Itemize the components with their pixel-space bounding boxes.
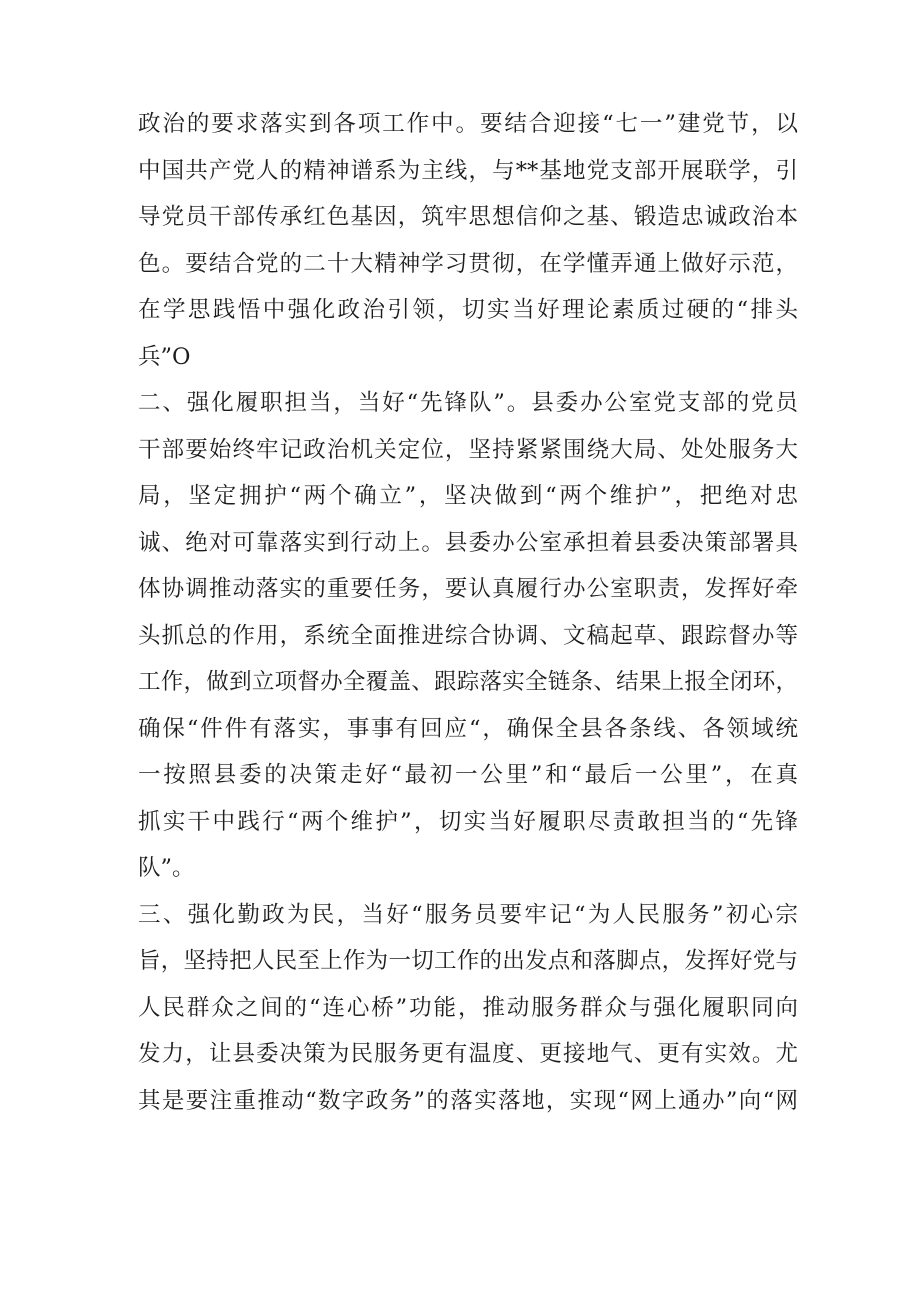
text-line: 抓实干中践行“两个维护”，切实当好履职尽责敢担当的“先锋 [138, 808, 798, 835]
text-line: 工作，做到立项督办全覆盖、跟踪落实全链条、结果上报全闭环， [138, 669, 798, 695]
text-line: 人民群众之间的“连心桥”功能，推动服务群众与强化履职同向 [138, 994, 798, 1021]
text-line: 干部要始终牢记政治机关定位，坚持紧紧围绕大局、处处服务大 [138, 436, 798, 463]
text-line: 中国共产党人的精神谱系为主线，与**基地党支部开展联学，引 [138, 157, 798, 184]
text-line: 二、强化履职担当，当好“先锋队”。县委办公室党支部的党员 [138, 390, 798, 416]
text-line: 三、强化勤政为民，当好“服务员要牢记“为人民服务”初心宗 [138, 901, 798, 928]
body-text [138, 101, 798, 1124]
text-line: 局，坚定拥护“两个确立”，坚决做到“两个维护”，把绝对忠 [138, 483, 798, 509]
text-line: 一按照县委的决策走好“最初一公里”和“最后一公里”，在真 [138, 762, 798, 788]
text-line: 导党员干部传承红色基因，筑牢思想信仰之基、锻造忠诚政治本 [138, 204, 798, 230]
text-line: 头抓总的作用，系统全面推进综合协调、文稿起草、跟踪督办等 [138, 622, 798, 649]
text-line: 色。要结合党的二十大精神学习贯彻，在学懂弄通上做好示范， [138, 250, 798, 277]
text-line: 政治的要求落实到各项工作中。要结合迎接“七一”建党节，以 [138, 111, 798, 137]
text-line: 兵”O [138, 343, 191, 370]
text-line: 在学思践悟中强化政治引领，切实当好理论素质过硬的“排头 [138, 297, 798, 323]
text-line: 体协调推动落实的重要任务，要认真履行办公室职责，发挥好牵 [138, 576, 798, 602]
text-line: 确保“件件有落实，事事有回应“，确保全县各条线、各领域统 [138, 715, 798, 742]
text-line: 其是要注重推动“数字政务”的落实落地，实现“网上通办”向“网 [138, 1087, 798, 1114]
text-line: 旨，坚持把人民至上作为一切工作的出发点和落脚点，发挥好党与 [138, 948, 798, 974]
text-line: 诚、绝对可靠落实到行动上。县委办公室承担着县委决策部署具 [138, 529, 798, 556]
text-line: 发力，让县委决策为民服务更有温度、更接地气、更有实效。尤 [138, 1041, 798, 1067]
text-line: 队”。 [138, 855, 195, 881]
